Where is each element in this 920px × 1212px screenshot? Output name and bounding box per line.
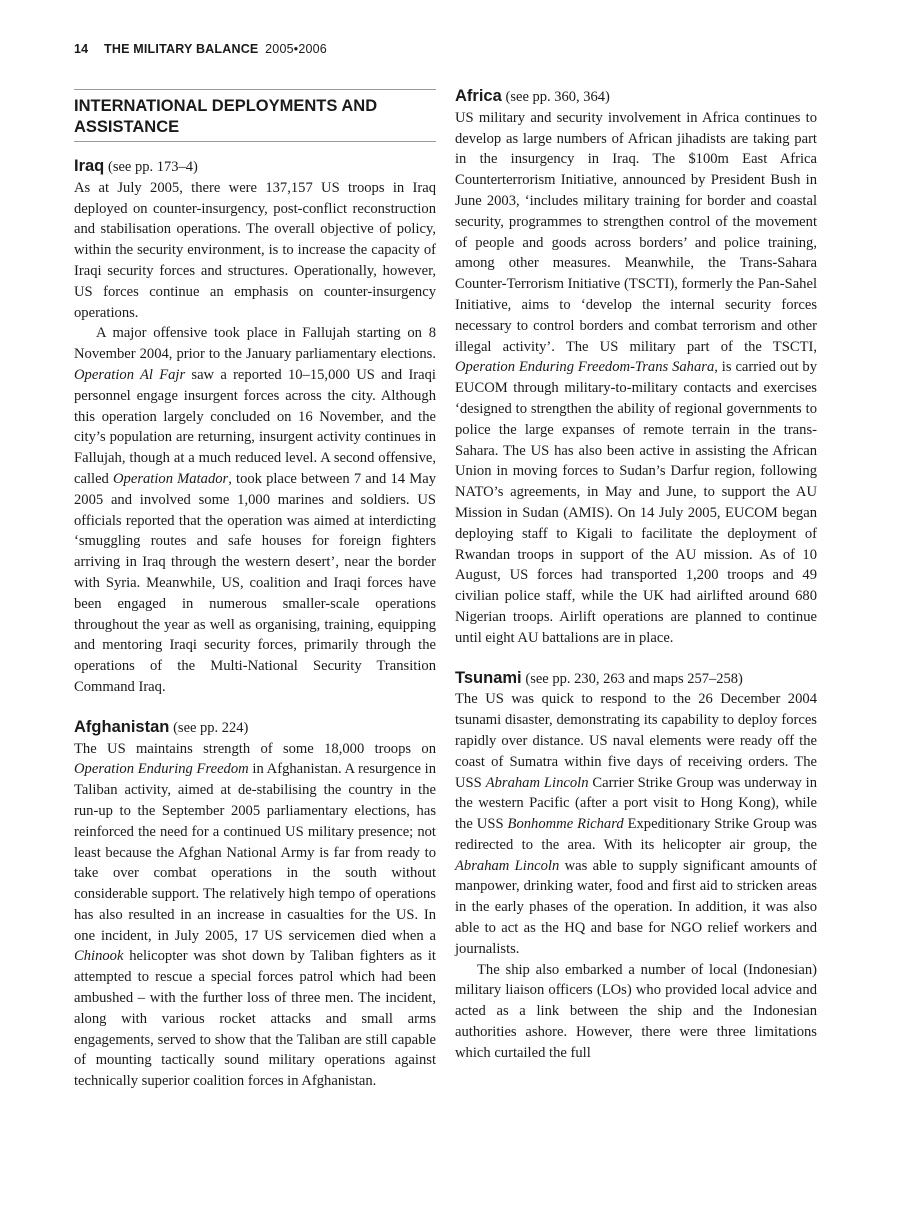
iraq-p2-operation-matador: Operation Matador <box>113 470 229 487</box>
afghanistan-paragraph-1 <box>74 739 436 1093</box>
afghanistan-heading <box>74 717 436 739</box>
iraq-p2-text-c: , took place between 7 and 14 May 2005 and involved some 1,000 marines and soldiers. US officials reported that the operation was aimed at interdicting ‘smuggling routes and safe houses for foreign fighters arriving in Iraq through the western desert’, near the border with Syria. Meanwhile, US, coalition and Iraqi forces have been engaged in numerous smaller-scale operations throughout the year as well as organising, training, equipping and mentoring Iraqi security forces, primarily through the operations of the Multi-National Security Transition Command Iraq. <box>74 470 436 695</box>
africa-heading <box>455 86 817 108</box>
africa-heading-name: Africa <box>455 87 502 105</box>
publication-year: 2005•2006 <box>265 42 327 56</box>
africa-paragraph-1 <box>455 108 817 649</box>
africa-p1-text-a: US military and security involvement in Africa continues to develop as large numbers of African jihadists are taking part in the insurgency in Iraq. The $100m East Africa Counterterrorism Initiative, announced by President Bush in June 2003, ‘includes military training for border and coastal security, programmes to strengthen control of the movement of people and goods across borders’ and police training, among other measures. Meanwhile, the Trans-Sahara Counter-Terrorism Initiative (TSCTI), formerly the Pan-Sahel Initiative, aims to ‘develop the internal security forces necessary to control borders and combat terrorism and other illegal activity’. The US military part of the TSCTI, <box>455 109 817 355</box>
tsunami-heading-name: Tsunami <box>455 668 522 687</box>
afghanistan-heading-name: Afghanistan <box>74 717 170 736</box>
spacer <box>455 649 817 668</box>
iraq-heading <box>74 156 436 178</box>
afghanistan-p1-operation: Operation Enduring Freedom <box>74 761 249 778</box>
section-title-line-1: INTERNATIONAL DEPLOYMENTS AND <box>74 97 378 115</box>
iraq-p2-text-b: saw a reported 10–15,000 US and Iraqi personnel engage insurgent forces across the city. Although this operation largely concluded on 16 November, and the city’s population are returning, insurgent activity continues in Fallujah, though at a much reduced level. A second offensive, called <box>74 366 436 487</box>
tsunami-p1-text-a: The US was quick to respond to the 26 December 2004 tsunami disaster, demonstrating its capability to deploy forces rapidly over distance. US naval elements were ready off the coast of Sumatra within five days of receiving orders. The USS <box>455 691 817 791</box>
iraq-p2-operation-al-fajr: Operation Al Fajr <box>74 366 186 383</box>
right-column <box>455 86 817 1064</box>
page-number: 14 <box>74 42 89 56</box>
afghanistan-p1-text-b: in Afghanistan. A resurgence in Taliban activity, aimed at de-stabilising the country in the run-up to the September 2005 parliamentary elections, has reinforced the need for a continued US military presence; not least because the Afghan National Army is far from ready to take over combat operations in the south without considerable support. The relatively high tempo of operations has also resulted in an increase in casualties for the US. In one incident, in July 2005, 17 US servicemen died when a <box>74 761 437 944</box>
africa-heading-ref: (see pp. 360, 364) <box>505 89 610 105</box>
iraq-paragraph-1: As at July 2005, there were 137,157 US troops in Iraq deployed on counter-insurgency, post-conflict reconstruction and stabilisation operations. The overall objective of policy, within the security environment, is to increase the capacity of Iraqi security forces and structures. Operationally, however, US forces continue an emphasis on counter-insurgency operations. <box>74 179 436 321</box>
section-title-line-2: ASSISTANCE <box>74 118 180 136</box>
tsunami-p1-ship-abraham-lincoln-2: Abraham Lincoln <box>455 857 560 874</box>
section-title <box>74 90 436 141</box>
afghanistan-p1-text-a: The US maintains strength of some 18,000 troops on <box>74 740 436 757</box>
tsunami-heading-ref: (see pp. 230, 263 and maps 257–258) <box>525 670 743 687</box>
tsunami-p1-ship-abraham-lincoln: Abraham Lincoln <box>485 774 589 791</box>
spacer <box>74 698 436 717</box>
afghanistan-heading-ref: (see pp. 224) <box>173 719 249 736</box>
afghanistan-p1-text-c: helicopter was shot down by Taliban fighters as it attempted to rescue a special forces patrol which had been ambushed – with the further loss of three men. The incident, along with various rocket attacks and small arms engagements, served to show that the Taliban are still capable of mounting tactically sound military operations against technically superior coalition forces in Afghanistan. <box>74 948 436 1090</box>
africa-p1-operation: Operation Enduring Freedom-Trans Sahara, <box>455 359 718 376</box>
running-head <box>74 42 327 56</box>
tsunami-heading <box>455 668 817 690</box>
tsunami-p1-ship-bonhomme-richard: Bonhomme Richard <box>507 816 624 833</box>
tsunami-p1-text-b: Carrier Strike Group was underway in the western Pacific (after a port visit to Hong Kong), while the USS <box>455 774 818 833</box>
left-column <box>74 86 436 1092</box>
iraq-heading-name: Iraq <box>74 157 105 175</box>
tsunami-p1-text-d: was able to supply significant amounts of manpower, drinking water, food and first aid to stricken areas in the early phases of the operation. In addition, it was also able to act as the HQ and base for NGO relief workers and journalists. <box>455 857 818 957</box>
africa-p1-text-b: is carried out by EUCOM through military-to-military contacts and exercises ‘designed to strengthen the ability of regional governments to police the large expanses of remote terrain in the trans-Sahara. The US has also been active in assisting the African Union in moving forces to Sudan’s Darfur region, following NATO’s agreements, in May and June, to support the AU Mission in Sudan (AMIS). On 14 July 2005, EUCOM began deploying staff to Kigali to facilitate the deployment of Rwandan troops in support of the AU mission. As of 10 August, US forces had transported 1,200 troops and 49 civilian police staff, while the UK had airlifted around 680 Nigerian troops. Airlift operations are planned to continue until eight AU battalions are in place. <box>455 359 817 646</box>
iraq-paragraph-2 <box>74 323 436 697</box>
tsunami-p1-text-c: Expeditionary Strike Group was redirected to the area. With its helicopter air group, the <box>455 816 817 853</box>
tsunami-paragraph-1 <box>455 689 817 959</box>
tsunami-paragraph-2: The ship also embarked a number of local (Indonesian) military liaison officers (LOs) who provided local advice and acted as a link between the ship and the Indonesian authorities ashore. However, there were three limitations which curtailed the full <box>455 961 817 1061</box>
afghanistan-p1-chinook: Chinook <box>74 948 124 965</box>
iraq-heading-ref: (see pp. 173–4) <box>108 159 198 175</box>
section-rule-bottom <box>74 141 436 142</box>
publication-title: THE MILITARY BALANCE <box>104 42 259 56</box>
iraq-p2-text-a: A major offensive took place in Fallujah starting on 8 November 2004, prior to the January parliamentary elections. <box>74 325 436 363</box>
